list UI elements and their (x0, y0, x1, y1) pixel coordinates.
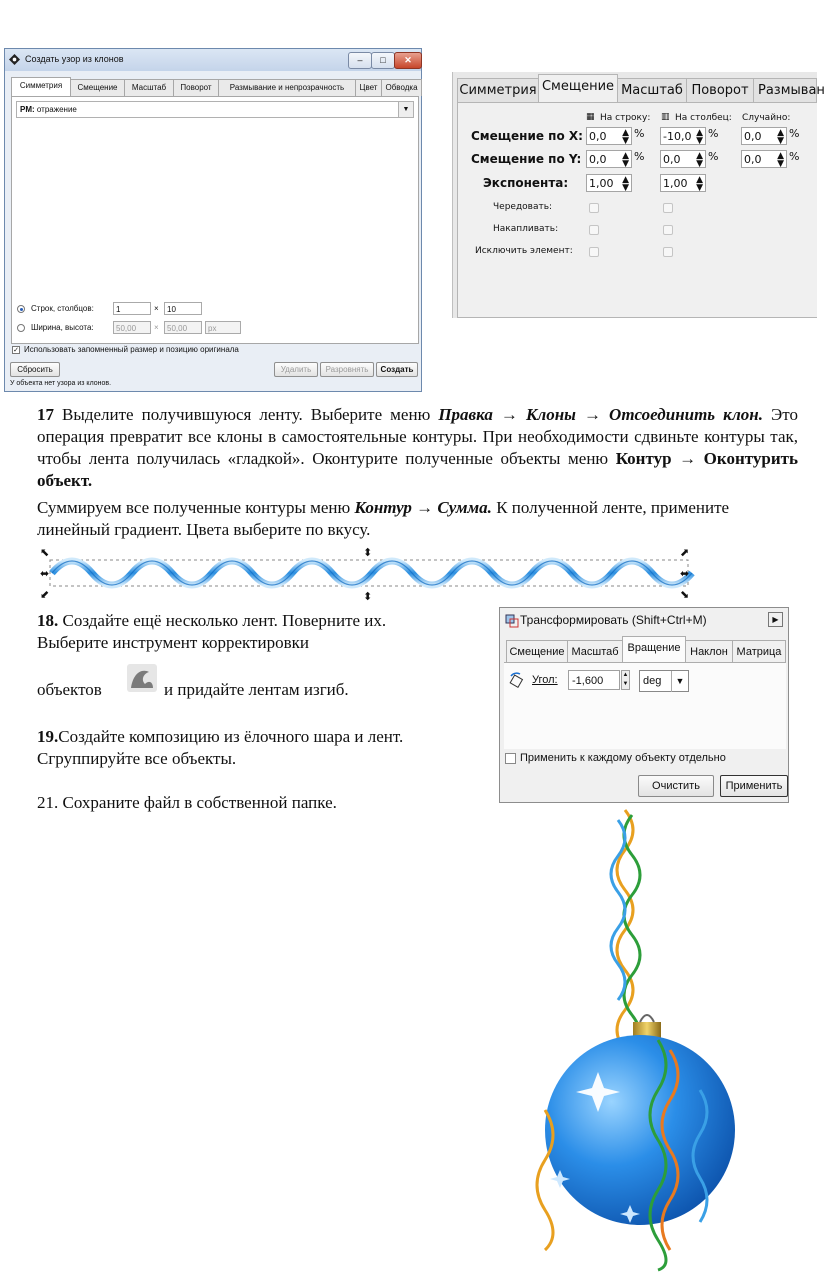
tab-move[interactable]: Смещение (506, 640, 568, 663)
grid-row-icon: ▦ (586, 112, 595, 122)
percent-sign: % (708, 127, 719, 140)
reset-button[interactable]: Сбросить (10, 362, 60, 377)
menu-path: Правка → Клоны → Отсоединить клон. (438, 405, 763, 424)
tab-offset[interactable]: Смещение (70, 79, 125, 96)
height-input[interactable]: 50,00 (164, 321, 202, 334)
alternate-label: Чередовать: (493, 202, 553, 212)
tab-rotation[interactable]: Поворот (686, 78, 754, 103)
apply-each-label: Применить к каждому объекту отдельно (520, 752, 726, 764)
menu-path: Контур → Оконтурить объект. (37, 449, 798, 490)
transform-dialog (499, 607, 789, 803)
svg-text:⬋: ⬋ (40, 588, 50, 601)
cols-input[interactable]: 10 (164, 302, 202, 315)
width-height-radio[interactable] (17, 324, 25, 332)
svg-text:⬈: ⬈ (680, 546, 690, 559)
exponent-col-input[interactable]: 1,00 ▲ ▼ (660, 174, 706, 192)
unit-select[interactable]: deg ▼ (639, 670, 689, 692)
spread-button[interactable]: Разровнять (320, 362, 374, 377)
symmetry-code: PM: (20, 105, 35, 114)
offset-y-random-input[interactable]: 0,0 ▲ ▼ (741, 150, 787, 168)
offset-x-label: Смещение по X: (471, 129, 583, 143)
step-17: 17 Выделите получившуюся ленту. Выберите меню Правка → Клоны → Отсоединить клон. Это операция превратит все клоны в самостоятельные контуры. При необходимости сдвиньте контуры так, чтобы лента получилась «гладкой». Оконтурите полученные объекты меню Контур → Оконтурить объект. (37, 405, 798, 490)
times-sign: × (154, 304, 159, 313)
step-number: 18. (37, 611, 59, 630)
tab-scale[interactable]: Масштаб (567, 640, 623, 663)
inkscape-icon (9, 54, 20, 65)
offset-x-row-input[interactable]: 0,0 ▲ ▼ (586, 127, 632, 145)
rows-cols-radio[interactable] (17, 305, 25, 313)
symmetry-value: отражение (36, 105, 77, 114)
close-button[interactable]: ✕ (394, 52, 422, 69)
width-input[interactable]: 50,00 (113, 321, 151, 334)
step-number: 17 (37, 405, 54, 424)
col-random: Случайно: (742, 113, 791, 123)
angle-input[interactable]: -1,600 (568, 670, 620, 690)
col-per-row: На строку: (600, 113, 651, 123)
rotate-icon (508, 672, 526, 690)
wave-ribbon-illustration (38, 545, 700, 601)
percent-sign: % (789, 127, 800, 140)
unit-select[interactable]: px (205, 321, 241, 334)
rows-cols-label: Строк, столбцов: (31, 304, 94, 313)
christmas-ornament-illustration (520, 810, 720, 1273)
percent-sign: % (634, 127, 645, 140)
cumulate-label: Накапливать: (493, 224, 559, 234)
apply-each-checkbox[interactable] (505, 753, 516, 764)
title-bar (5, 49, 421, 71)
svg-text:⬊: ⬊ (680, 588, 690, 601)
tab-blur[interactable]: Размыван (753, 78, 817, 102)
tab-color[interactable]: Цвет (355, 79, 382, 96)
alternate-col-checkbox[interactable] (663, 203, 673, 213)
maximize-button[interactable]: □ (371, 52, 395, 69)
clear-button[interactable]: Очистить (638, 775, 714, 797)
percent-sign: % (789, 150, 800, 163)
step-18-line2-end: и придайте лентам изгиб. (164, 680, 349, 699)
percent-sign: % (708, 150, 719, 163)
use-saved-checkbox[interactable]: ✓ (13, 347, 19, 354)
offset-y-row-input[interactable]: 0,0 ▲ ▼ (586, 150, 632, 168)
svg-text:⬌: ⬌ (40, 567, 50, 580)
grid-col-icon: ▥ (661, 112, 670, 122)
rows-input[interactable]: 1 (113, 302, 151, 315)
svg-text:⬍: ⬍ (363, 546, 373, 559)
offset-y-label: Смещение по Y: (471, 152, 582, 166)
create-button[interactable]: Создать (376, 362, 418, 377)
apply-button[interactable]: Применить (720, 775, 788, 797)
step-18-line2: объектов (37, 680, 102, 699)
svg-text:⬍: ⬍ (363, 590, 373, 603)
step-number: 19. (37, 727, 59, 746)
exclude-label: Исключить элемент: (475, 246, 573, 256)
exclude-col-checkbox[interactable] (663, 247, 673, 257)
tab-stroke[interactable]: Обводка (381, 79, 422, 96)
exponent-label: Экспонента: (483, 176, 569, 190)
percent-sign: % (634, 150, 645, 163)
tab-scale[interactable]: Масштаб (124, 79, 174, 96)
step-19: 19.Создайте композицию из ёлочного шара и лент. Сгруппируйте все объекты. (37, 727, 404, 768)
transform-icon (505, 614, 519, 628)
tweak-tool-icon (127, 664, 157, 692)
use-saved-label: Использовать запомненный размер и позицию оригинала (24, 345, 239, 354)
minimize-button[interactable]: – (348, 52, 372, 69)
tab-skew[interactable]: Наклон (685, 640, 733, 663)
tiled-clones-dialog (4, 48, 422, 392)
offset-y-col-input[interactable]: 0,0 ▲ ▼ (660, 150, 706, 168)
dock-menu-icon[interactable]: ▶ (768, 612, 783, 627)
cumulate-row-checkbox[interactable] (589, 225, 599, 235)
step-18: 18. Создайте ещё несколько лент. Поверните их. Выберите инструмент корректировки (37, 611, 387, 652)
delete-button[interactable]: Удалить (274, 362, 318, 377)
menu-path: Контур → Сумма. (354, 498, 492, 517)
tab-symmetry[interactable]: Симметрия (11, 77, 71, 97)
col-per-column: На столбец: (675, 113, 732, 123)
alternate-row-checkbox[interactable] (589, 203, 599, 213)
status-text: У объекта нет узора из клонов. (10, 380, 112, 387)
chevron-down-icon: ▼ (671, 671, 688, 692)
offset-x-col-input[interactable]: -10,0 ▲ ▼ (660, 127, 706, 145)
tab-blur-opacity[interactable]: Размывание и непрозрачность (218, 79, 356, 96)
exclude-row-checkbox[interactable] (589, 247, 599, 257)
tab-offset[interactable]: Смещение (538, 74, 618, 104)
chevron-down-icon[interactable]: ▼ (398, 102, 413, 117)
step-21: 21. Сохраните файл в собственной папке. (37, 793, 337, 812)
tab-matrix[interactable]: Матрица (732, 640, 786, 663)
svg-text:⬌: ⬌ (680, 567, 690, 580)
offset-tab-dialog (452, 72, 825, 318)
step-17-continued: Суммируем все полученные контуры меню Контур → Сумма. К полученной ленте, примените линейный градиент. Цвета выберите по вкусу. (37, 498, 730, 539)
width-height-label: Ширина, высота: (31, 323, 94, 332)
symmetry-select[interactable] (16, 101, 414, 118)
offset-x-random-input[interactable]: 0,0 ▲ ▼ (741, 127, 787, 145)
times-sign-2: × (154, 323, 159, 332)
tab-rotate[interactable]: Вращение (622, 636, 686, 664)
tab-scale[interactable]: Масштаб (617, 78, 687, 103)
cumulate-col-checkbox[interactable] (663, 225, 673, 235)
dialog-title: Трансформировать (Shift+Ctrl+M) (520, 613, 707, 627)
exponent-row-input[interactable]: 1,00 ▲ ▼ (586, 174, 632, 192)
angle-label: Угол: (532, 674, 558, 686)
tab-symmetry[interactable]: Симметрия (457, 78, 539, 103)
tab-rotation[interactable]: Поворот (173, 79, 219, 96)
dialog-title: Создать узор из клонов (25, 54, 124, 64)
angle-stepper[interactable]: ▲ ▼ (621, 670, 630, 690)
svg-text:⬉: ⬉ (40, 546, 50, 559)
